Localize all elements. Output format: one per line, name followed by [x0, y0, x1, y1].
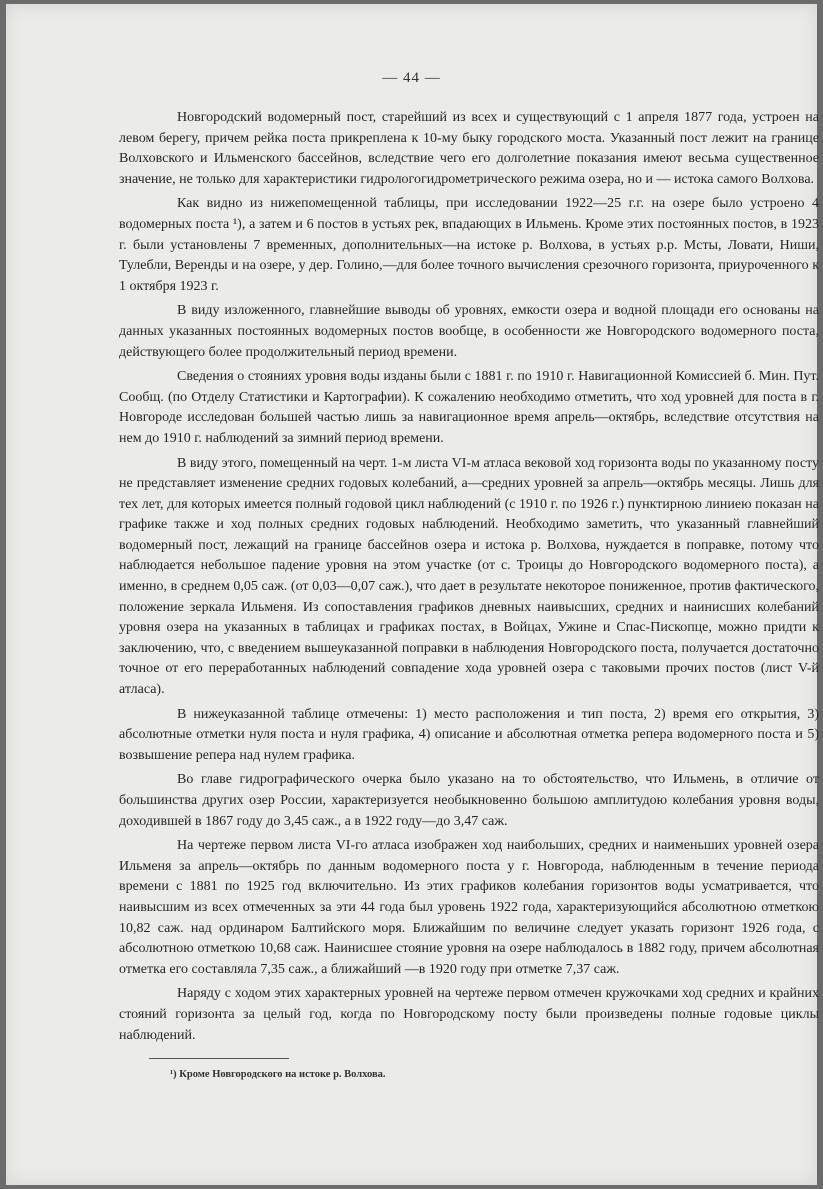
paragraph: Сведения о стояниях уровня воды изданы были с 1881 г. по 1910 г. Навигационной Комиссией б. Мин. Пут. Сообщ. (по Отделу Статистики и Картографии). К сожалению необходимо отметить, что ход уровней для поста в г. Новгороде исследован большей частью лишь за навигационное время апрель—октябрь, вследствие отсутствия на нем до 1910 г. наблюдений за зимний период времени. [119, 369, 819, 446]
paragraph: Наряду с ходом этих характерных уровней на чертеже первом отмечен кружочками ход средних и крайних стояний горизонта за целый год, когда по Новгородскому посту были произведены полные годовые циклы наблюдений. [119, 986, 819, 1043]
paragraph: В нижеуказанной таблице отмечены: 1) место расположения и тип поста, 2) время его открытия, 3) абсолютные отметки нуля поста и нуля графика, 4) описание и абсолютная отметка репера водомерного поста и 5) возвышение репера над нулем графика. [119, 706, 819, 763]
book-page [6, 4, 817, 1185]
paragraph: Как видно из нижепомещенной таблицы, при исследовании 1922—25 г.г. на озере было устроено 4 водомерных поста ¹), а затем и 6 постов в устьях рек, впадающих в Ильмень. Кроме этих постоянных постов, в 1923 г. были установлены 7 временных, дополнительных—на истоке р. Волхова, в устьях р.р. Мсты, Ловати, Ниши, Тулебли, Веренды и на озере, у дер. Голино,—для более точного вычисления срезочного горизонта, приуроченного к 1 октября 1923 г. [119, 196, 819, 294]
paragraph: В виду изложенного, главнейшие выводы об уровнях, емкости озера и водной площади его основаны на данных указанных постоянных водомерных постов вообще, в особенности же Новгородского водомерного поста, действующего более продолжительный период времени. [119, 303, 819, 360]
body-text [119, 108, 819, 1050]
paragraph: В виду этого, помещенный на черт. 1-м листа VI-м атласа вековой ход горизонта воды по указанному посту не представляет изменение средних годовых колебаний, а—средних уровней за апрель—октябрь месяцы. Лишь для тех лет, для которых имеется полный годовой цикл наблюдений (с 1910 г. по 1926 г.) пунктирною линиею показан на графике также и ход полных средних годовых наблюдений. Необходимо заметить, что указанный главнейший водомерный пост, лежащий на границе бассейнов озера и истока р. Волхова, нуждается в поправке, потому что наблюдается небольшое падение уровня на этом участке (от с. Троицы до Новгородского водомерного поста), а именно, в среднем 0,05 саж. (от 0,03—0,07 саж.), что дает в результате некоторое пониженное, против фактического, положение зеркала Ильменя. Из сопоставления графиков дневных наивысших, средних и наинисших колебаний уровня озера на указанных в таблицах и графиках постах, в Войцах, Ужине и Спас-Пископце, можно придти к заключению, что, с введением вышеуказанной поправки в наблюдения Новгородского поста, получается достаточно точное от его переработанных наблюдений совпадение хода уровней озера с таковыми прочих постов (лист V-й атласа). [119, 455, 819, 698]
page-number: — 44 — [382, 70, 441, 86]
footnote-divider [149, 1058, 289, 1059]
paragraph: На чертеже первом листа VI-го атласа изображен ход наибольших, средних и наименьших уровней озера Ильменя за апрель—октябрь по данным водомерного поста у г. Новгорода, наблюденным в течение периода времени с 1881 по 1925 год включительно. Из этих графиков колебания горизонтов воды усматривается, что наивысшим из всех отмеченных за эти 44 года был уровень 1922 года, характеризующийся абсолютною отметкою 10,82 саж. над ординаром Балтийского моря. Ближайшим по величине следует указать горизонт 1926 года, с абсолютною отметкою 10,68 саж. Наинисшее стояние уровня на озере наблюдалось в 1882 году, причем абсолютная отметка его составляла 7,35 саж., а ближайший —в 1920 году при отметке 7,37 саж. [119, 838, 819, 977]
paragraph: Новгородский водомерный пост, старейший из всех и существующий с 1 апреля 1877 года, устроен на левом берегу, причем рейка поста прикреплена к 10-му быку городского моста. Указанный пост лежит на границе Волховского и Ильменского бассейнов, вследствие чего его долголетние показания имеют весьма существенное значение, не только для характеристики гидрологогидрометрического режима озера, но и — истока самого Волхова. [119, 110, 819, 187]
paragraph: Во главе гидрографического очерка было указано на то обстоятельство, что Ильмень, в отличие от большинства других озер России, характеризуется необыкновенно большою амплитудою колебания уровня воды, доходившей в 1867 году до 3,45 саж., а в 1922 году—до 3,47 саж. [119, 772, 819, 829]
footnote: ¹) Кроме Новгородского на истоке р. Волхова. [170, 1069, 386, 1080]
